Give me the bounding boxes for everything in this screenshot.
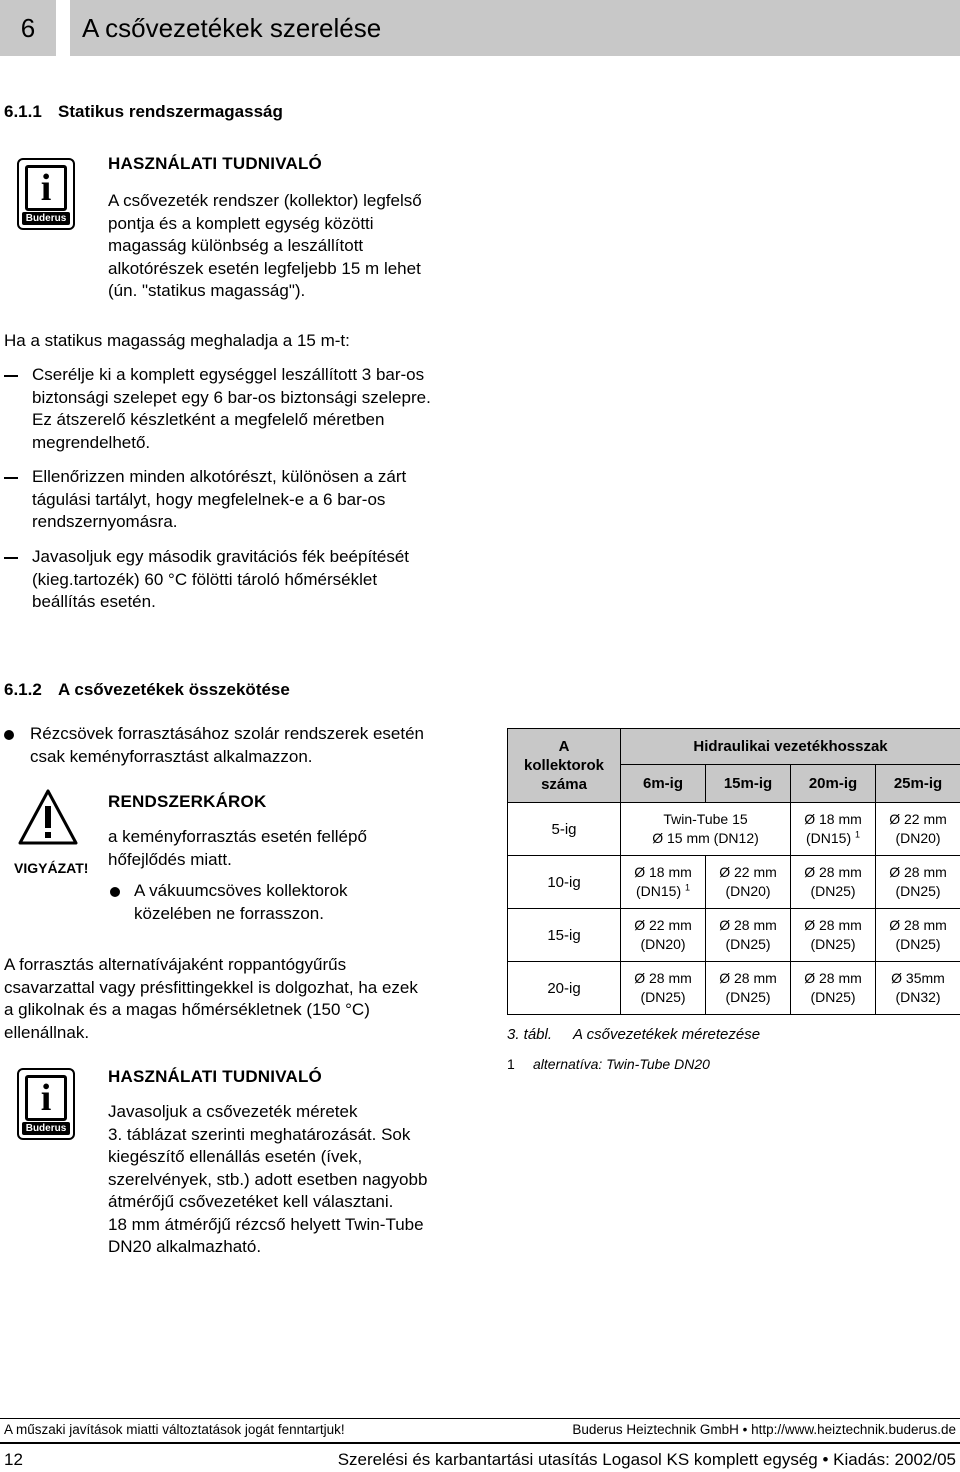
table-cell: Ø 28 mm (DN25) — [876, 856, 960, 909]
column-header: 15m-ig — [706, 765, 791, 803]
page-number: 12 — [4, 1450, 23, 1469]
table-cell: Ø 28 mm (DN25) — [621, 962, 706, 1015]
table-cell: Ø 28 mm (DN25) — [706, 909, 791, 962]
footer-divider — [0, 1418, 960, 1419]
header-hydraulic-length: Hidraulikai vezetékhosszak — [621, 729, 960, 765]
brand-label: Buderus — [22, 212, 70, 225]
table-caption: 3. tábl. A csővezetékek méretezése — [507, 1026, 761, 1043]
chapter-number: 6 — [0, 0, 56, 56]
info-frame: i — [25, 1075, 67, 1121]
warning-bullet: A vákuumcsöves kollektorok közelében ne forrasszon. — [134, 881, 348, 923]
info-icon — [17, 158, 75, 230]
table-cell: Ø 22 mm (DN20) — [621, 909, 706, 962]
column-header: 6m-ig — [621, 765, 706, 803]
table-cell: Ø 22 mm (DN20) — [706, 856, 791, 909]
bullet-dot — [110, 887, 120, 897]
section-heading-6-1-2 — [4, 680, 290, 700]
warning-title: RENDSZERKÁROK — [108, 792, 267, 811]
warning-triangle-icon — [17, 788, 79, 846]
list-item: Cserélje ki a komplett egységgel leszállított 3 bar-os biztonsági szelepet egy 6 bar-os biztonsági szelepre. Ez átszerelő készletként a megfelelő méretben megrendelhető. — [4, 364, 474, 454]
intro-text: Ha a statikus magasság meghaladja a 15 m-t: — [4, 331, 350, 350]
table-cell: Ø 28 mm (DN25) — [876, 909, 960, 962]
row-label: 5-ig — [508, 803, 621, 856]
pipe-size-table — [507, 728, 960, 1015]
document-info: Szerelési és karbantartási utasítás Logasol KS komplett egység • Kiadás: 2002/05 — [337, 1450, 956, 1469]
table-row — [508, 803, 960, 856]
table-cell: Ø 22 mm (DN20) — [876, 803, 960, 856]
warning-label: VIGYÁZAT! — [14, 860, 89, 876]
table-footnote: 1 alternatíva: Twin-Tube DN20 — [507, 1056, 710, 1072]
list-item: Ellenőrizzen minden alkotórészt, különösen a zárt tágulási tartályt, hogy megfelelnek-e a 6 bar-os rendszernyomásra. — [4, 466, 474, 534]
chapter-title: A csővezetékek szerelése — [70, 0, 960, 56]
row-label: 10-ig — [508, 856, 621, 909]
brand-label: Buderus — [22, 1122, 70, 1135]
info-icon — [17, 1068, 75, 1140]
note-title: HASZNÁLATI TUDNIVALÓ — [108, 154, 322, 173]
table-cell: Ø 35mm (DN32) — [876, 962, 960, 1015]
soldering-bullet: Rézcsövek forrasztásához szolár rendszerek esetén csak keményforrasztást alkalmazzon. — [30, 724, 425, 766]
section-heading-6-1-1 — [4, 102, 283, 122]
table-cell: Ø 28 mm (DN25) — [706, 962, 791, 1015]
table-cell: Ø 28 mm (DN25) — [791, 909, 876, 962]
table-cell: Twin-Tube 15 Ø 15 mm (DN12) — [621, 803, 791, 856]
footer-disclaimer: A műszaki javítások miatti változtatások jogát fenntartjuk! — [4, 1422, 345, 1437]
table-cell: Ø 18 mm (DN15) $^1$ — [621, 856, 706, 909]
note-text: A csővezeték rendszer (kollektor) legfelső pontja és a komplett egység közötti magasság különbség a leszállított alkotórészek esetén legfeljebb 15 m lehet (ún. "statikus magasság"). — [108, 191, 422, 300]
section-number: 6.1.2 — [4, 680, 42, 699]
section-number: 6.1.1 — [4, 102, 42, 121]
table-row — [508, 962, 960, 1015]
note-text: Javasoljuk a csővezeték méretek 3. táblázat szerinti meghatározását. Sok kiegészítő ellenállás esetén (ívek, szerelvények, stb.) adott esetben nagyobb átmérőjű csővezetéket kell választani. 18 mm átmérőjű rézcső helyett Twin-Tube DN20 alkalmazható. — [108, 1102, 428, 1256]
footer-divider — [0, 1442, 960, 1444]
header-collector-count: A kollektorok száma — [508, 729, 621, 803]
table-cell: Ø 28 mm (DN25) — [791, 856, 876, 909]
row-label: 15-ig — [508, 909, 621, 962]
column-header: 20m-ig — [791, 765, 876, 803]
info-frame: i — [25, 165, 67, 211]
alternative-paragraph: A forrasztás alternatívájaként roppantógyűrűs csavarzattal vagy présfittingekkel is dolgozhat, ha ezek a glikolnak és a magas hőmérsékletnek (150 °C) ellenállnak. — [4, 955, 418, 1042]
footer-company: Buderus Heiztechnik GmbH • http://www.heiztechnik.buderus.de — [572, 1422, 956, 1437]
row-label: 20-ig — [508, 962, 621, 1015]
table-cell: Ø 18 mm (DN15) $^1$ — [791, 803, 876, 856]
list-item: Javasoljuk egy második gravitációs fék beépítését (kieg.tartozék) 60 °C fölötti tároló hőmérséklet beállítás esetén. — [4, 546, 474, 614]
section-title: Statikus rendszermagasság — [58, 102, 283, 121]
table-row — [508, 909, 960, 962]
table-cell: Ø 28 mm (DN25) — [791, 962, 876, 1015]
note-title: HASZNÁLATI TUDNIVALÓ — [108, 1067, 322, 1086]
warning-text: a keményforrasztás esetén fellépő hőfejlődés miatt. — [108, 827, 367, 869]
column-header: 25m-ig — [876, 765, 960, 803]
section-title: A csővezetékek összekötése — [58, 680, 290, 699]
table-row — [508, 856, 960, 909]
bullet-dot — [4, 730, 14, 740]
